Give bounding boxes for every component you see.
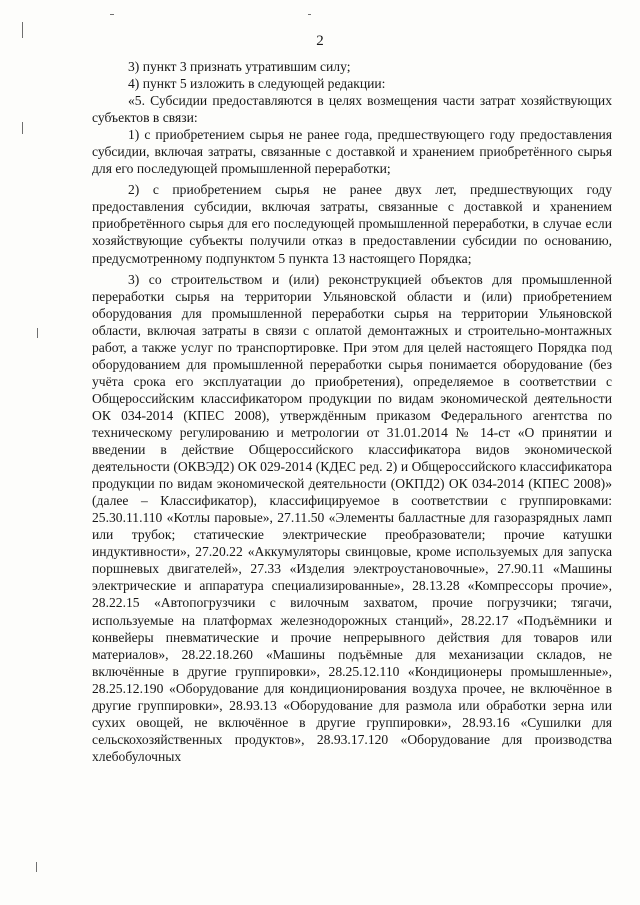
- scan-margin-mark: [22, 122, 23, 134]
- document-body: [92, 58, 612, 765]
- paragraph-item-4: 4) пункт 5 изложить в следующей редакции:: [128, 76, 386, 92]
- scan-margin-mark: [110, 14, 114, 15]
- paragraph-clause-5: «5. Субсидии предоставляются в целях возмещения части затрат хозяйствующих субъектов в связи:: [92, 93, 612, 126]
- scan-margin-mark: [308, 14, 311, 15]
- paragraph-item-3: 3) пункт 3 признать утратившим силу;: [128, 59, 351, 74]
- paragraph-subclause-2: 2) с приобретением сырья не ранее двух лет, предшествующих году предоставления субсидии, включая затраты, связанные с доставкой и хранением приобретённого сырья для его последующей промышленной переработки, в случае если хозяйствующие субъекты получили отказ в предоставлении субсидии по основанию, предусмотренному подпунктом 5 пункта 13 настоящего Порядка;: [92, 182, 612, 266]
- paragraph-subclause-1: 1) с приобретением сырья не ранее года, предшествующего году предоставления субсидии, включая затраты, связанные с доставкой и хранением приобретённого сырья для его последующей промышленной переработки;: [92, 127, 612, 177]
- paragraph-subclause-3: 3) со строительством и (или) реконструкцией объектов для промышленной переработки сырья на территории Ульяновской области и (или) приобретением оборудования для промышленной переработки сырья на территории Ульяновской области, включая затраты в связи с оплатой демонтажных и строительно-монтажных работ, а также услуг по транспортировке. При этом для целей настоящего Порядка под оборудованием для промышленной переработки сырья понимается оборудование (без учёта срока его эксплуатации до приобретения), определяемое в соответствии с Общероссийским классификатором продукции по видам экономической деятельности ОК 034-2014 (КПЕС 2008), утверждённым приказом Федерального агентства по техническому регулированию и метрологии от 31.01.2014 № 14-ст «О принятии и введении в действие Общероссийского классификатора видов экономической деятельности (ОКВЭД2) ОК 029-2014 (КДЕС ред. 2) и Общероссийского классификатора продукции по видам экономической деятельности (ОКПД2) ОК 034-2014 (КПЕС 2008)» (далее – Классификатор), классифицируемое в соответствии с группировками: 25.30.11.110 «Котлы паровые», 27.11.50 «Элементы балластные для газоразрядных ламп или трубок; статические электрические преобразователи; прочие катушки индуктивности», 27.20.22 «Аккумуляторы свинцовые, кроме используемых для запуска поршневых двигателей», 27.33 «Изделия электроустановочные», 27.90.11 «Машины электрические и аппаратура специализированные», 28.13.28 «Компрессоры прочие», 28.22.15 «Автопогрузчики с вилочным захватом, прочие погрузчики; тягачи, используемые на платформах железнодорожных станций», 28.22.17 «Подъёмники и конвейеры пневматические и прочие непрерывного действия для товаров или материалов», 28.22.18.260 «Машины подъёмные для механизации складов, не включённые в другие группировки», 28.25.12.110 «Кондиционеры промышленные», 28.25.12.190 «Оборудование для кондиционирования воздуха прочее, не включённое в другие группировки», 28.93.13 «Оборудование для размола или обработки зерна или сухих овощей, не включённое в другие группировки», 28.93.16 «Сушилки для сельскохозяйственных продуктов», 28.93.17.120 «Оборудование для производства хлебобулочных: [92, 271, 612, 764]
- scan-margin-mark: [36, 862, 37, 872]
- scan-margin-mark: [37, 328, 38, 338]
- page-number: 2: [316, 33, 324, 49]
